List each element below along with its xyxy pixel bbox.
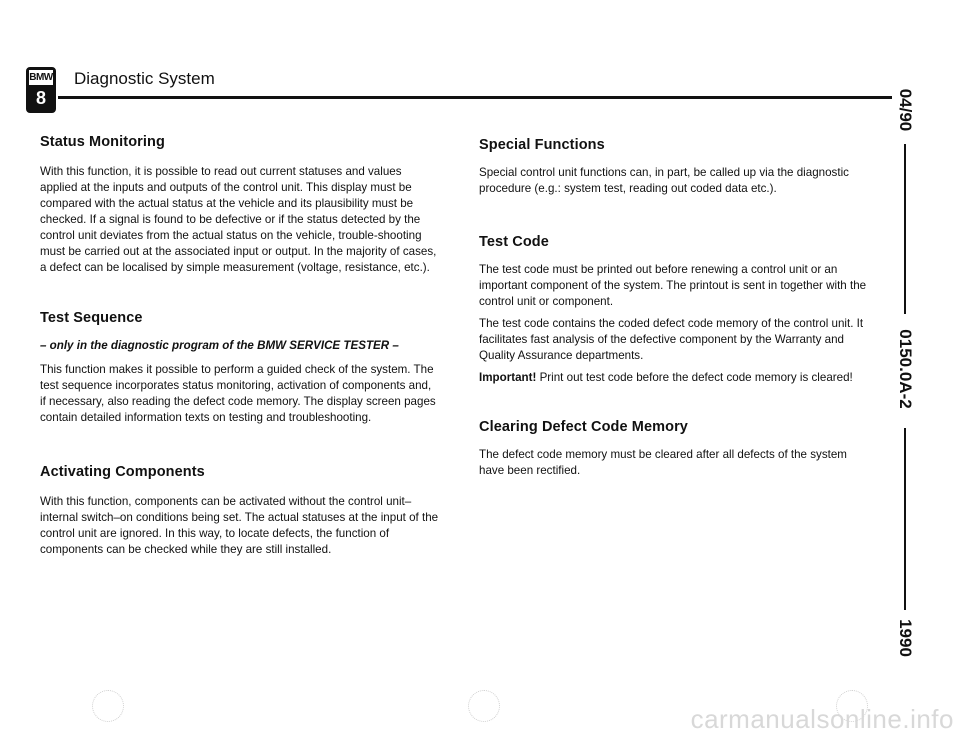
test-sequence-heading: Test Sequence — [40, 310, 143, 326]
watermark: carmanualsonline.info — [690, 704, 954, 734]
rail-date: 04/90 — [896, 88, 915, 132]
left-column — [40, 134, 440, 558]
rail-code: 0150.0A-2 — [896, 329, 915, 409]
important-note — [479, 370, 869, 386]
logo-top-text: BMW — [29, 70, 53, 87]
test-code-body-1: The test code must be printed out before renewing a control unit or an important component of the system. The printout is sent in together with the control unit or component. — [479, 263, 867, 308]
rail-year: 1990 — [896, 619, 915, 657]
page-title: Diagnostic System — [74, 69, 215, 88]
important-text: Print out test code before the defect code memory is cleared! — [539, 371, 853, 384]
punch-hole-center — [468, 690, 500, 722]
test-code-heading: Test Code — [479, 234, 549, 250]
test-sequence-lead: – only in the diagnostic program of the BMW SERVICE TESTER – — [40, 339, 399, 352]
activating-components-body: With this function, components can be activated without the control unit–internal switch–on conditions being set. The actual statuses at the input of the control unit are ignored. In this way, to locate defects, the function of components can be checked while they are still installed. — [40, 495, 439, 556]
status-monitoring-body: With this function, it is possible to read out current statuses and values applied at the inputs and outputs of the control unit. This display must be compared with the actual status at the vehicle and its plausibility must be checked. If a signal is found to be defective or if the status detected by the control unit deviates from the actual status on the vehicle, trouble-shooting must be carried out at the associated input or output. In the majority of cases, a defect can be localised by simple measurement (voltage, resistance, etc.). — [40, 165, 437, 274]
special-functions-body: Special control unit functions can, in part, be called up via the diagnostic procedure (e.g.: system test, reading out coded data etc.). — [479, 166, 849, 195]
clearing-defect-code-memory-body: The defect code memory must be cleared after all defects of the system have been rectified. — [479, 448, 847, 477]
bmw-8-logo — [26, 67, 56, 113]
test-sequence-body: This function makes it possible to perform a guided check of the system. The test sequence incorporates status monitoring, activation of components and, if necessary, also reading the defect code memory. The display screen pages contain detailed information texts on testing and troubleshooting. — [40, 363, 436, 424]
activating-components-heading: Activating Components — [40, 464, 205, 480]
important-label: Important! — [479, 371, 537, 384]
test-code-body-2: The test code contains the coded defect code memory of the control unit. It facilitates fast analysis of the defective component by the Warranty and Quality Assurance departments. — [479, 317, 864, 362]
header-rule — [58, 96, 892, 99]
status-monitoring-heading: Status Monitoring — [40, 134, 165, 150]
right-column — [479, 137, 869, 479]
clearing-defect-code-memory-heading: Clearing Defect Code Memory — [479, 419, 688, 435]
logo-bottom-text: 8 — [29, 85, 53, 110]
rail-line-top — [904, 144, 906, 314]
special-functions-heading: Special Functions — [479, 137, 605, 153]
punch-hole-left — [92, 690, 124, 722]
rail-line-bottom — [904, 428, 906, 610]
